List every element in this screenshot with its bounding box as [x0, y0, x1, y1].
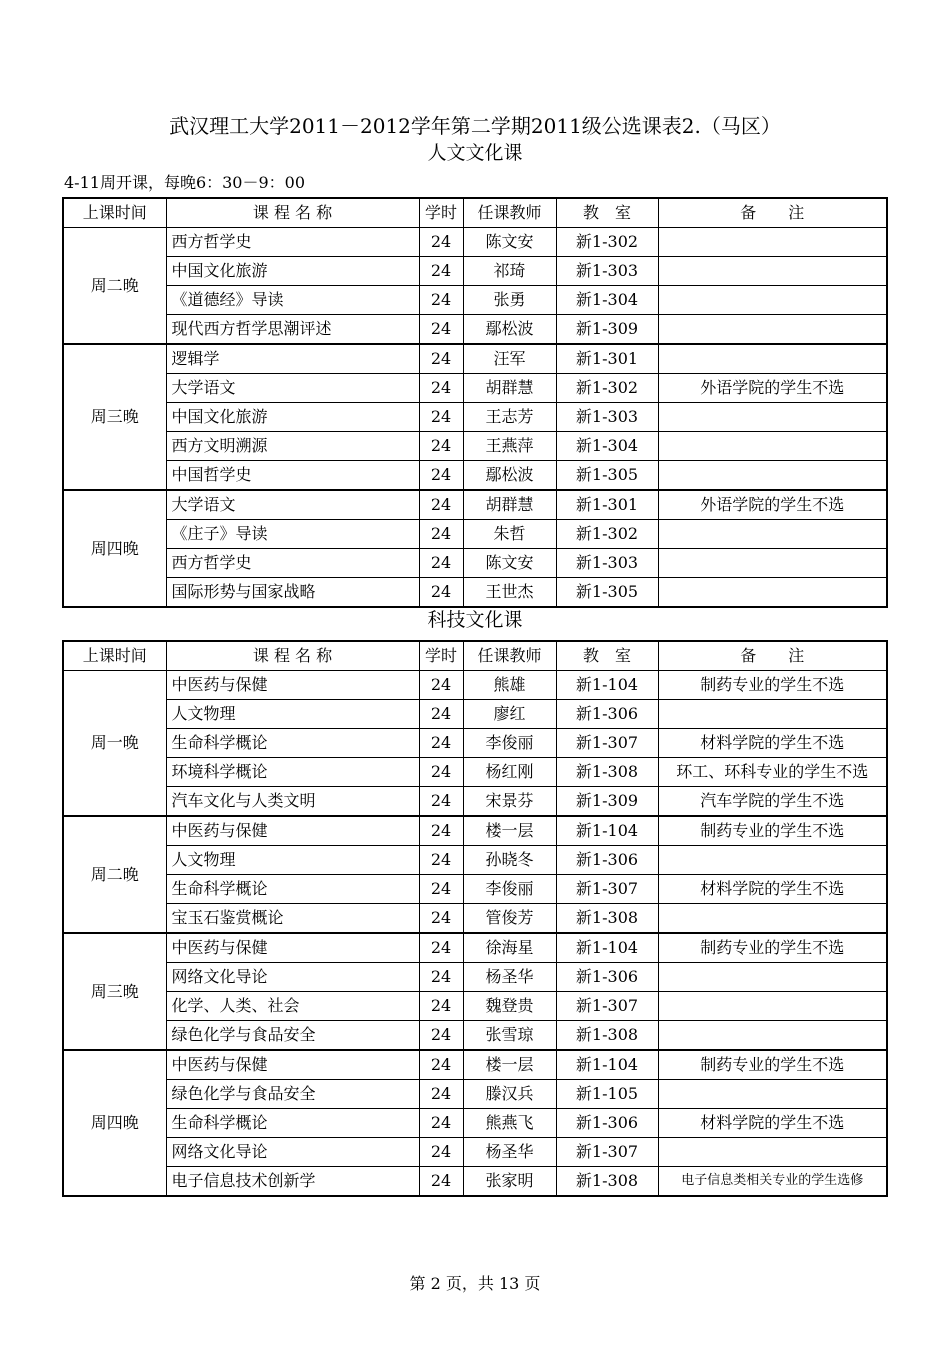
room-cell: 新1-309 — [556, 787, 658, 817]
room-cell: 新1-306 — [556, 846, 658, 875]
table-row — [63, 904, 887, 934]
header-time: 上课时间 — [63, 198, 166, 228]
hours-cell: 24 — [419, 549, 463, 578]
header-room: 教 室 — [556, 198, 658, 228]
teacher-cell: 汪军 — [463, 344, 556, 374]
header-course: 课 程 名 称 — [166, 198, 419, 228]
course-name-cell: 西方文明溯源 — [166, 432, 419, 461]
header-remark: 备 注 — [658, 641, 887, 671]
table-row — [63, 403, 887, 432]
hours-cell: 24 — [419, 578, 463, 608]
hours-cell: 24 — [419, 432, 463, 461]
teacher-cell: 楼一层 — [463, 1050, 556, 1080]
course-name-cell: 汽车文化与人类文明 — [166, 787, 419, 817]
day-cell: 周一晚 — [63, 671, 166, 817]
course-name-cell: 生命科学概论 — [166, 1109, 419, 1138]
remark-cell — [658, 520, 887, 549]
hours-cell: 24 — [419, 1050, 463, 1080]
table-row — [63, 1167, 887, 1197]
course-name-cell: 中国文化旅游 — [166, 257, 419, 286]
hours-cell: 24 — [419, 315, 463, 345]
course-name-cell: 网络文化导论 — [166, 1138, 419, 1167]
hours-cell: 24 — [419, 520, 463, 549]
course-name-cell: 中医药与保健 — [166, 933, 419, 963]
teacher-cell: 魏登贵 — [463, 992, 556, 1021]
table-row — [63, 1021, 887, 1051]
section-heading-technology: 科技文化课 — [427, 609, 523, 631]
teacher-cell: 李俊丽 — [463, 875, 556, 904]
header-course: 课 程 名 称 — [166, 641, 419, 671]
hours-cell: 24 — [419, 257, 463, 286]
remark-cell: 材料学院的学生不选 — [658, 1109, 887, 1138]
remark-cell: 制药专业的学生不选 — [658, 1050, 887, 1080]
page-title: 武汉理工大学2011－2012学年第二学期2011级公选课表2.（马区） — [169, 114, 781, 138]
room-cell: 新1-104 — [556, 1050, 658, 1080]
hours-cell: 24 — [419, 1021, 463, 1051]
table-row — [63, 1080, 887, 1109]
remark-cell — [658, 846, 887, 875]
remark-cell: 外语学院的学生不选 — [658, 374, 887, 403]
table-row — [63, 1138, 887, 1167]
course-name-cell: 绿色化学与食品安全 — [166, 1080, 419, 1109]
teacher-cell: 朱哲 — [463, 520, 556, 549]
room-cell: 新1-307 — [556, 729, 658, 758]
teacher-cell: 鄢松波 — [463, 461, 556, 491]
room-cell: 新1-104 — [556, 671, 658, 700]
course-name-cell: 生命科学概论 — [166, 729, 419, 758]
hours-cell: 24 — [419, 875, 463, 904]
remark-cell — [658, 403, 887, 432]
table-header-row — [63, 198, 887, 228]
teacher-cell: 胡群慧 — [463, 374, 556, 403]
remark-cell — [658, 549, 887, 578]
remark-cell — [658, 1138, 887, 1167]
remark-cell: 材料学院的学生不选 — [658, 729, 887, 758]
room-cell: 新1-105 — [556, 1080, 658, 1109]
remark-cell: 环工、环科专业的学生不选 — [658, 758, 887, 787]
day-cell: 周二晚 — [63, 228, 166, 345]
remark-cell — [658, 963, 887, 992]
room-cell: 新1-307 — [556, 875, 658, 904]
table-row — [63, 700, 887, 729]
header-hours: 学时 — [419, 198, 463, 228]
hours-cell: 24 — [419, 1109, 463, 1138]
table-row — [63, 729, 887, 758]
table-row — [63, 578, 887, 608]
header-time: 上课时间 — [63, 641, 166, 671]
course-name-cell: 国际形势与国家战略 — [166, 578, 419, 608]
day-cell: 周三晚 — [63, 933, 166, 1050]
room-cell: 新1-308 — [556, 904, 658, 934]
remark-cell: 汽车学院的学生不选 — [658, 787, 887, 817]
remark-cell: 制药专业的学生不选 — [658, 933, 887, 963]
teacher-cell: 张勇 — [463, 286, 556, 315]
course-name-cell: 绿色化学与食品安全 — [166, 1021, 419, 1051]
hours-cell: 24 — [419, 1138, 463, 1167]
room-cell: 新1-306 — [556, 963, 658, 992]
hours-cell: 24 — [419, 904, 463, 934]
room-cell: 新1-308 — [556, 1021, 658, 1051]
course-name-cell: 逻辑学 — [166, 344, 419, 374]
hours-cell: 24 — [419, 374, 463, 403]
section-heading-humanities: 人文文化课 — [427, 142, 523, 164]
hours-cell: 24 — [419, 671, 463, 700]
hours-cell: 24 — [419, 729, 463, 758]
hours-cell: 24 — [419, 787, 463, 817]
course-name-cell: 中国文化旅游 — [166, 403, 419, 432]
teacher-cell: 王燕萍 — [463, 432, 556, 461]
room-cell: 新1-306 — [556, 700, 658, 729]
teacher-cell: 陈文安 — [463, 549, 556, 578]
course-name-cell: 环境科学概论 — [166, 758, 419, 787]
table-row — [63, 992, 887, 1021]
teacher-cell: 杨圣华 — [463, 963, 556, 992]
remark-cell: 外语学院的学生不选 — [658, 490, 887, 520]
hours-cell: 24 — [419, 700, 463, 729]
hours-cell: 24 — [419, 344, 463, 374]
hours-cell: 24 — [419, 758, 463, 787]
room-cell: 新1-301 — [556, 344, 658, 374]
course-name-cell: 人文物理 — [166, 846, 419, 875]
teacher-cell: 王志芳 — [463, 403, 556, 432]
course-name-cell: 现代西方哲学思潮评述 — [166, 315, 419, 345]
remark-cell — [658, 315, 887, 345]
remark-cell: 电子信息类相关专业的学生选修 — [658, 1167, 887, 1197]
room-cell: 新1-303 — [556, 403, 658, 432]
table-row — [63, 963, 887, 992]
hours-cell: 24 — [419, 933, 463, 963]
remark-cell — [658, 461, 887, 491]
room-cell: 新1-104 — [556, 816, 658, 846]
table-row — [63, 1109, 887, 1138]
teacher-cell: 孙晓冬 — [463, 846, 556, 875]
table-row — [63, 344, 887, 374]
room-cell: 新1-303 — [556, 549, 658, 578]
table-row — [63, 520, 887, 549]
teacher-cell: 熊燕飞 — [463, 1109, 556, 1138]
technology-course-table — [62, 640, 888, 1197]
remark-cell: 材料学院的学生不选 — [658, 875, 887, 904]
room-cell: 新1-304 — [556, 432, 658, 461]
teacher-cell: 宋景芬 — [463, 787, 556, 817]
table-row — [63, 816, 887, 846]
remark-cell — [658, 432, 887, 461]
room-cell: 新1-309 — [556, 315, 658, 345]
hours-cell: 24 — [419, 403, 463, 432]
room-cell: 新1-307 — [556, 1138, 658, 1167]
room-cell: 新1-304 — [556, 286, 658, 315]
day-cell: 周三晚 — [63, 344, 166, 490]
hours-cell: 24 — [419, 461, 463, 491]
room-cell: 新1-305 — [556, 578, 658, 608]
teacher-cell: 廖红 — [463, 700, 556, 729]
day-cell: 周四晚 — [63, 1050, 166, 1196]
teacher-cell: 熊雄 — [463, 671, 556, 700]
header-remark: 备 注 — [658, 198, 887, 228]
table-row — [63, 933, 887, 963]
room-cell: 新1-302 — [556, 520, 658, 549]
table-row — [63, 228, 887, 257]
teacher-cell: 徐海星 — [463, 933, 556, 963]
table-row — [63, 671, 887, 700]
teacher-cell: 杨圣华 — [463, 1138, 556, 1167]
remark-cell — [658, 286, 887, 315]
table-row — [63, 787, 887, 817]
room-cell: 新1-305 — [556, 461, 658, 491]
table-row — [63, 549, 887, 578]
course-name-cell: 《庄子》导读 — [166, 520, 419, 549]
course-name-cell: 西方哲学史 — [166, 228, 419, 257]
teacher-cell: 李俊丽 — [463, 729, 556, 758]
room-cell: 新1-301 — [556, 490, 658, 520]
header-hours: 学时 — [419, 641, 463, 671]
hours-cell: 24 — [419, 816, 463, 846]
teacher-cell: 祁琦 — [463, 257, 556, 286]
room-cell: 新1-308 — [556, 758, 658, 787]
hours-cell: 24 — [419, 228, 463, 257]
hours-cell: 24 — [419, 286, 463, 315]
hours-cell: 24 — [419, 1080, 463, 1109]
remark-cell — [658, 904, 887, 934]
course-name-cell: 《道德经》导读 — [166, 286, 419, 315]
table-row — [63, 374, 887, 403]
remark-cell — [658, 1080, 887, 1109]
teacher-cell: 杨红刚 — [463, 758, 556, 787]
course-name-cell: 大学语文 — [166, 490, 419, 520]
table-header-row — [63, 641, 887, 671]
teacher-cell: 王世杰 — [463, 578, 556, 608]
remark-cell: 制药专业的学生不选 — [658, 671, 887, 700]
table-row — [63, 432, 887, 461]
hours-cell: 24 — [419, 490, 463, 520]
schedule-note: 4-11周开课，每晚6：30－9：00 — [64, 173, 306, 192]
room-cell: 新1-302 — [556, 228, 658, 257]
room-cell: 新1-307 — [556, 992, 658, 1021]
course-name-cell: 人文物理 — [166, 700, 419, 729]
page-footer: 第 2 页，共 13 页 — [409, 1274, 541, 1293]
hours-cell: 24 — [419, 963, 463, 992]
teacher-cell: 滕汉兵 — [463, 1080, 556, 1109]
remark-cell — [658, 1021, 887, 1051]
course-name-cell: 中国哲学史 — [166, 461, 419, 491]
course-name-cell: 大学语文 — [166, 374, 419, 403]
table-row — [63, 846, 887, 875]
course-name-cell: 宝玉石鉴赏概论 — [166, 904, 419, 934]
course-name-cell: 电子信息技术创新学 — [166, 1167, 419, 1197]
humanities-course-table — [62, 197, 888, 608]
remark-cell — [658, 700, 887, 729]
hours-cell: 24 — [419, 992, 463, 1021]
table-row — [63, 257, 887, 286]
teacher-cell: 胡群慧 — [463, 490, 556, 520]
hours-cell: 24 — [419, 846, 463, 875]
table-row — [63, 758, 887, 787]
course-name-cell: 中医药与保健 — [166, 671, 419, 700]
table-row — [63, 490, 887, 520]
day-cell: 周二晚 — [63, 816, 166, 933]
table-row — [63, 461, 887, 491]
course-name-cell: 中医药与保健 — [166, 1050, 419, 1080]
day-cell: 周四晚 — [63, 490, 166, 607]
table-row — [63, 875, 887, 904]
remark-cell — [658, 992, 887, 1021]
remark-cell — [658, 578, 887, 608]
hours-cell: 24 — [419, 1167, 463, 1197]
course-name-cell: 西方哲学史 — [166, 549, 419, 578]
room-cell: 新1-302 — [556, 374, 658, 403]
teacher-cell: 陈文安 — [463, 228, 556, 257]
teacher-cell: 管俊芳 — [463, 904, 556, 934]
remark-cell — [658, 344, 887, 374]
course-name-cell: 中医药与保健 — [166, 816, 419, 846]
teacher-cell: 鄢松波 — [463, 315, 556, 345]
remark-cell: 制药专业的学生不选 — [658, 816, 887, 846]
header-room: 教 室 — [556, 641, 658, 671]
header-teacher: 任课教师 — [463, 198, 556, 228]
teacher-cell: 张家明 — [463, 1167, 556, 1197]
room-cell: 新1-303 — [556, 257, 658, 286]
table-row — [63, 315, 887, 345]
remark-cell — [658, 257, 887, 286]
header-teacher: 任课教师 — [463, 641, 556, 671]
teacher-cell: 楼一层 — [463, 816, 556, 846]
table-row — [63, 286, 887, 315]
course-name-cell: 化学、人类、社会 — [166, 992, 419, 1021]
remark-cell — [658, 228, 887, 257]
room-cell: 新1-306 — [556, 1109, 658, 1138]
room-cell: 新1-104 — [556, 933, 658, 963]
teacher-cell: 张雪琼 — [463, 1021, 556, 1051]
course-name-cell: 网络文化导论 — [166, 963, 419, 992]
room-cell: 新1-308 — [556, 1167, 658, 1197]
course-name-cell: 生命科学概论 — [166, 875, 419, 904]
table-row — [63, 1050, 887, 1080]
